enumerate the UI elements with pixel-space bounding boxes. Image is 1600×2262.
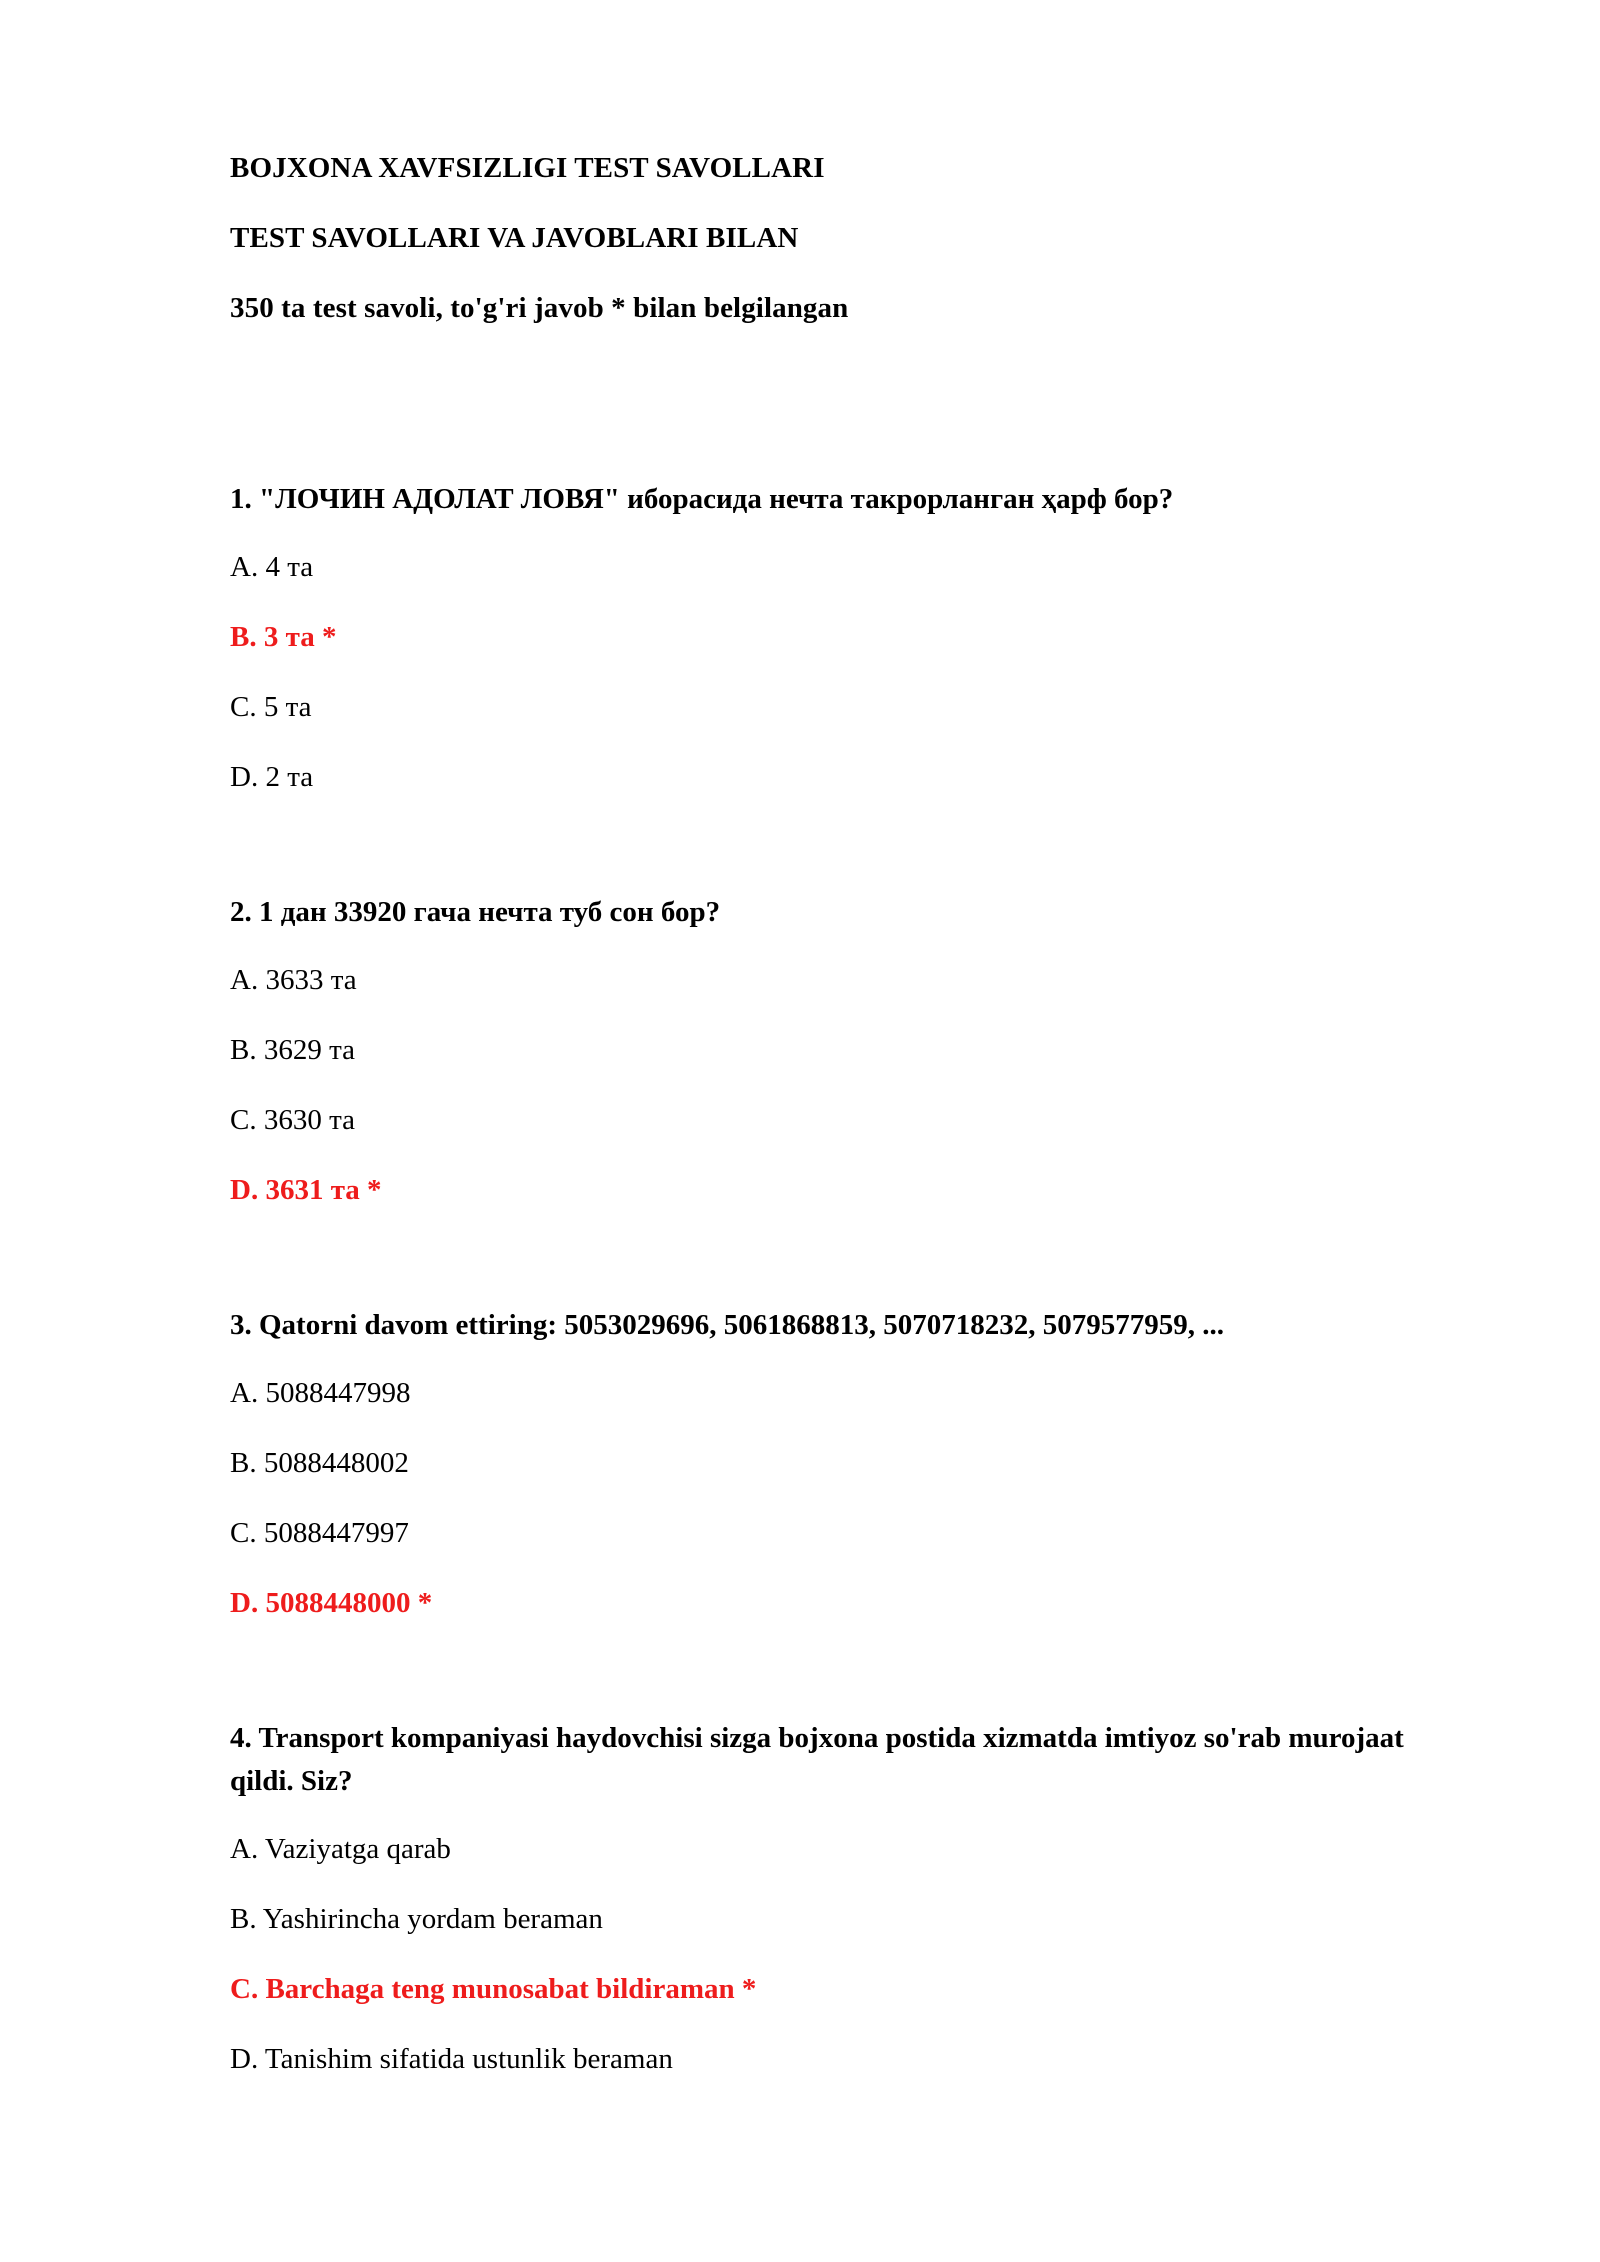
question-2 bbox=[230, 891, 1420, 1210]
option-c-correct: C. Barchaga teng munosabat bildiraman * bbox=[230, 1973, 757, 2005]
document-page bbox=[230, 148, 1420, 2109]
question-text: 1. "ЛОЧИН АДОЛАТ ЛОВЯ" иборасида нечта такрорланган ҳарф бор? bbox=[230, 483, 1174, 515]
spacer bbox=[230, 1240, 1420, 1304]
option-b: B. Yashirincha yordam beraman bbox=[230, 1903, 603, 1935]
question-3 bbox=[230, 1304, 1420, 1623]
option-d: D. Tanishim sifatida ustunlik beraman bbox=[230, 2043, 673, 2075]
option-a: A. 3633 та bbox=[230, 964, 357, 996]
question-1 bbox=[230, 478, 1420, 797]
document-subtitle: TEST SAVOLLARI VA JAVOBLARI BILAN bbox=[230, 222, 799, 254]
document-note: 350 ta test savoli, to'g'ri javob * bilan belgilangan bbox=[230, 292, 849, 324]
option-c: C. 5088447997 bbox=[230, 1517, 409, 1549]
option-a: A. Vaziyatga qarab bbox=[230, 1833, 451, 1865]
option-b-correct: B. 3 та * bbox=[230, 621, 337, 653]
spacer bbox=[230, 827, 1420, 891]
option-b: B. 5088448002 bbox=[230, 1447, 409, 1479]
option-c: C. 3630 та bbox=[230, 1104, 355, 1136]
option-a: A. 4 та bbox=[230, 551, 314, 583]
question-text: 4. Transport kompaniyasi haydovchisi sizga bojxona postida xizmatda imtiyoz so'rab murojaat qildi. Siz? bbox=[230, 1722, 1404, 1797]
document-title: BOJXONA XAVFSIZLIGI TEST SAVOLLARI bbox=[230, 152, 825, 184]
question-text: 2. 1 дан 33920 гача нечта туб сон бор? bbox=[230, 896, 721, 928]
option-c: C. 5 та bbox=[230, 691, 312, 723]
question-4 bbox=[230, 1717, 1420, 2079]
question-text: 3. Qatorni davom ettiring: 5053029696, 5061868813, 5070718232, 5079577959, ... bbox=[230, 1309, 1225, 1341]
option-a: A. 5088447998 bbox=[230, 1377, 411, 1409]
option-d: D. 2 та bbox=[230, 761, 314, 793]
spacer bbox=[230, 358, 1420, 478]
option-b: B. 3629 та bbox=[230, 1034, 355, 1066]
option-d-correct: D. 3631 та * bbox=[230, 1174, 382, 1206]
option-d-correct: D. 5088448000 * bbox=[230, 1587, 433, 1619]
spacer bbox=[230, 1653, 1420, 1717]
